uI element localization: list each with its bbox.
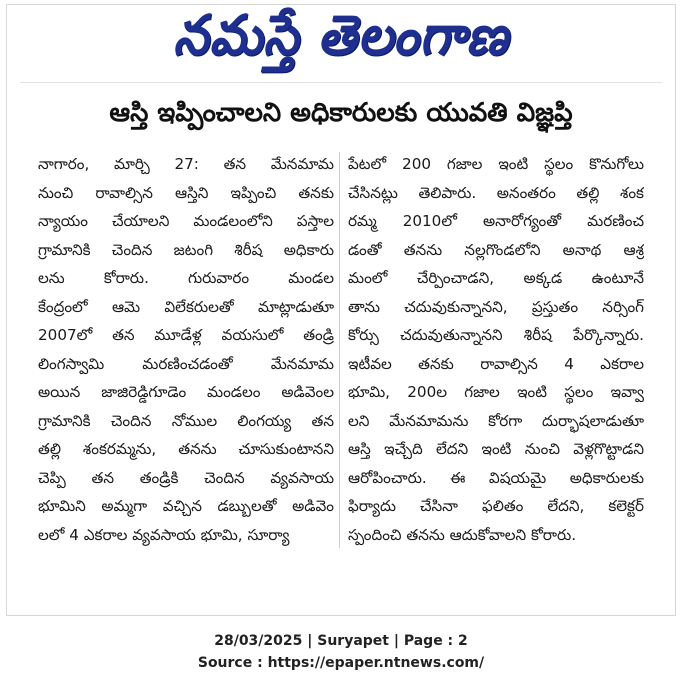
article-body [38,150,644,549]
article-line: చెప్పి తన తండ్రికి చెందిన వ్యవసాయ [38,468,334,487]
article-line: లింగస్వామి మరణించడంతో మేనమామ [38,354,334,373]
article-line: లని మేనమామను కోరగా దుర్భాషలాడుతూ [348,411,644,430]
article-line: లలో 4 ఎకరాల వ్యవసాయ భూమి, సూర్యా [38,525,290,544]
left-column [38,150,334,549]
article-line: తల్లి శంకరమ్మను, తనను చూసుకుంటానని [38,440,334,458]
article-line: ఇటీవల తనకు రావాల్సిన 4 ఎకరాల [348,354,644,373]
article-line: ఫిర్యాదు చేసినా ఫలితం లేదని, కలెక్టర్ [348,497,644,515]
article-line: పేటలో 200 గజాల ఇంటి స్థలం కొనుగోలు [348,155,644,173]
article-line: మంలో చేర్పించాడని, అక్కడ ఉంటూనే [348,269,644,287]
footer-date-edition: 28/03/2025 | Suryapet | Page : 2 [214,633,468,649]
article-line: గ్రామానికి చెందిన నోముల లింగయ్య తన [38,411,334,430]
masthead [0,4,682,80]
article-line: భూమిని అమ్మగా వచ్చిన డబ్బులతో అడివెం [38,497,334,515]
article-line: 2007లో తన మూడేళ్ల వయసులో తండ్రి [38,326,334,344]
article-line: ఆస్తి ఇచ్చేది లేదని ఇంటి నుంచి వెళ్లగొట్టాడని [348,440,644,458]
article-line: గ్రామానికి చెందిన జటంగి శిరీష అధికారు [38,240,334,259]
footer [0,630,682,674]
article-line: స్పందించి తనను ఆదుకోవాలని కోరారు. [348,525,577,544]
right-column [348,150,644,549]
article-line: న్యాయం చేయాలని మండలంలోని పస్తాల [38,212,334,230]
newspaper-logo: నమస్తే తెలంగాణ [173,2,509,67]
article-line: భూమి, 200ల గజాల ఇంటి స్థలం ఇవ్వా [348,383,644,401]
article-line: నుంచి రావాల్సిన ఆస్తిని ఇప్పించి తనకు [38,183,334,202]
article-line: నాగారం, మార్చి 27: తన మేనమామ [38,155,334,173]
article-line: చేసినట్లు తెలిపారు. అనంతరం తల్లి శంక [348,183,644,202]
article-line: లను కోరారు. గురువారం మండల [38,269,334,287]
header-divider [20,82,662,83]
article-line: కేంద్రంలో ఆమె విలేకరులతో మాట్లాడుతూ [38,297,334,316]
column-divider [339,152,340,548]
article-line: అయిన జాజిరెడ్డిగూడెం మండలం అడివెంల [38,383,334,401]
article-headline: ఆస్తి ఇప్పించాలని అధికారులకు యువతి విజ్ఞప్తి [109,98,573,128]
article-line: రమ్మ 2010లో అనారోగ్యంతో మరణించ [348,212,644,230]
article-line: తాను చదువుకున్నానని, ప్రస్తుతం నర్సింగ్ [348,297,644,316]
article-line: డంతో తనను నల్లగొండలోని అనాథ ఆశ్ర [348,240,644,259]
footer-source: Source : https://epaper.ntnews.com/ [197,655,485,671]
article-line: ఆరోపించారు. ఈ విషయమై అధికారులకు [348,468,644,487]
article-line: కోర్సు చదువుతున్నానని శిరీష పేర్కొన్నారు. [348,326,644,344]
